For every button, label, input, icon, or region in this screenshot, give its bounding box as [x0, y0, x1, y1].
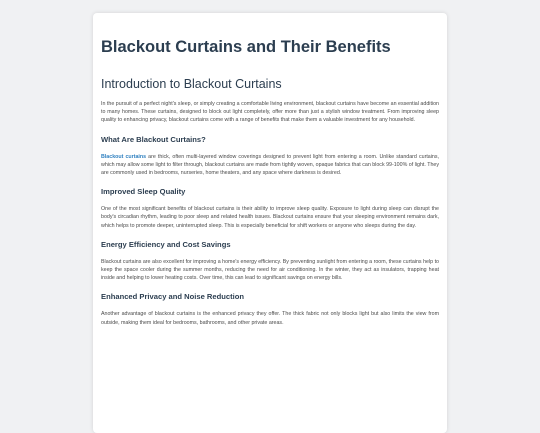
section-paragraph-what-are [101, 153, 439, 178]
article-card [93, 13, 447, 433]
blackout-curtains-link[interactable]: Blackout curtains [101, 153, 147, 160]
section-heading-what-are: What Are Blackout Curtains? [101, 134, 206, 144]
section-paragraph-energy: Blackout curtains are also excellent for improving a home's energy efficiency. By preventing sunlight from entering a room, these curtains help to keep the space cooler during the summer months, reducing the need for air conditioning. In the winter, they act as insulators, trapping heat inside and helping to lower heating costs. Over time, this can lead to significant savings on energy bills. [101, 258, 439, 282]
section-paragraph-privacy: Another advantage of blackout curtains is the enhanced privacy they offer. The thick fabric not only blocks light but also limits the view from outside, making them ideal for bedrooms, bathrooms, and other private areas. [101, 311, 439, 326]
section-heading-privacy: Enhanced Privacy and Noise Reduction [101, 292, 245, 302]
intro-paragraph: In the pursuit of a perfect night's sleep, or simply creating a comfortable living environment, blackout curtains have become an essential addition to many homes. These curtains, designed to block out light completely, offer more than just a stylish window treatment. From improving sleep quality to enhancing privacy, blackout curtains come with a range of benefits that make them a valuable investment for any household. [101, 101, 439, 124]
section-heading-sleep: Improved Sleep Quality [101, 187, 186, 197]
intro-heading: Introduction to Blackout Curtains [101, 77, 282, 91]
section-paragraph-sleep: One of the most significant benefits of blackout curtains is their ability to improve sleep quality. Exposure to light during sleep can disrupt the body's circadian rhythm, leading to poor sleep and related health issues. Blackout curtains ensure that your sleeping environment remains dark, which helps to promote deeper, uninterrupted sleep. This is especially beneficial for shift workers or anyone who sleeps during the day. [101, 206, 439, 229]
section-text-what-are: are thick, often multi-layered window coverings designed to prevent light from entering a room. Unlike standard curtains, which may allow some light to filter through, blackout curtains are made from tightly woven, opaque fabrics that can block 99-100% of light. They are commonly used in bedrooms, nurseries, home theaters, and any space where darkness is desired. [101, 153, 439, 177]
page-title: Blackout Curtains and Their Benefits [101, 38, 391, 56]
section-heading-energy: Energy Efficiency and Cost Savings [101, 239, 231, 249]
